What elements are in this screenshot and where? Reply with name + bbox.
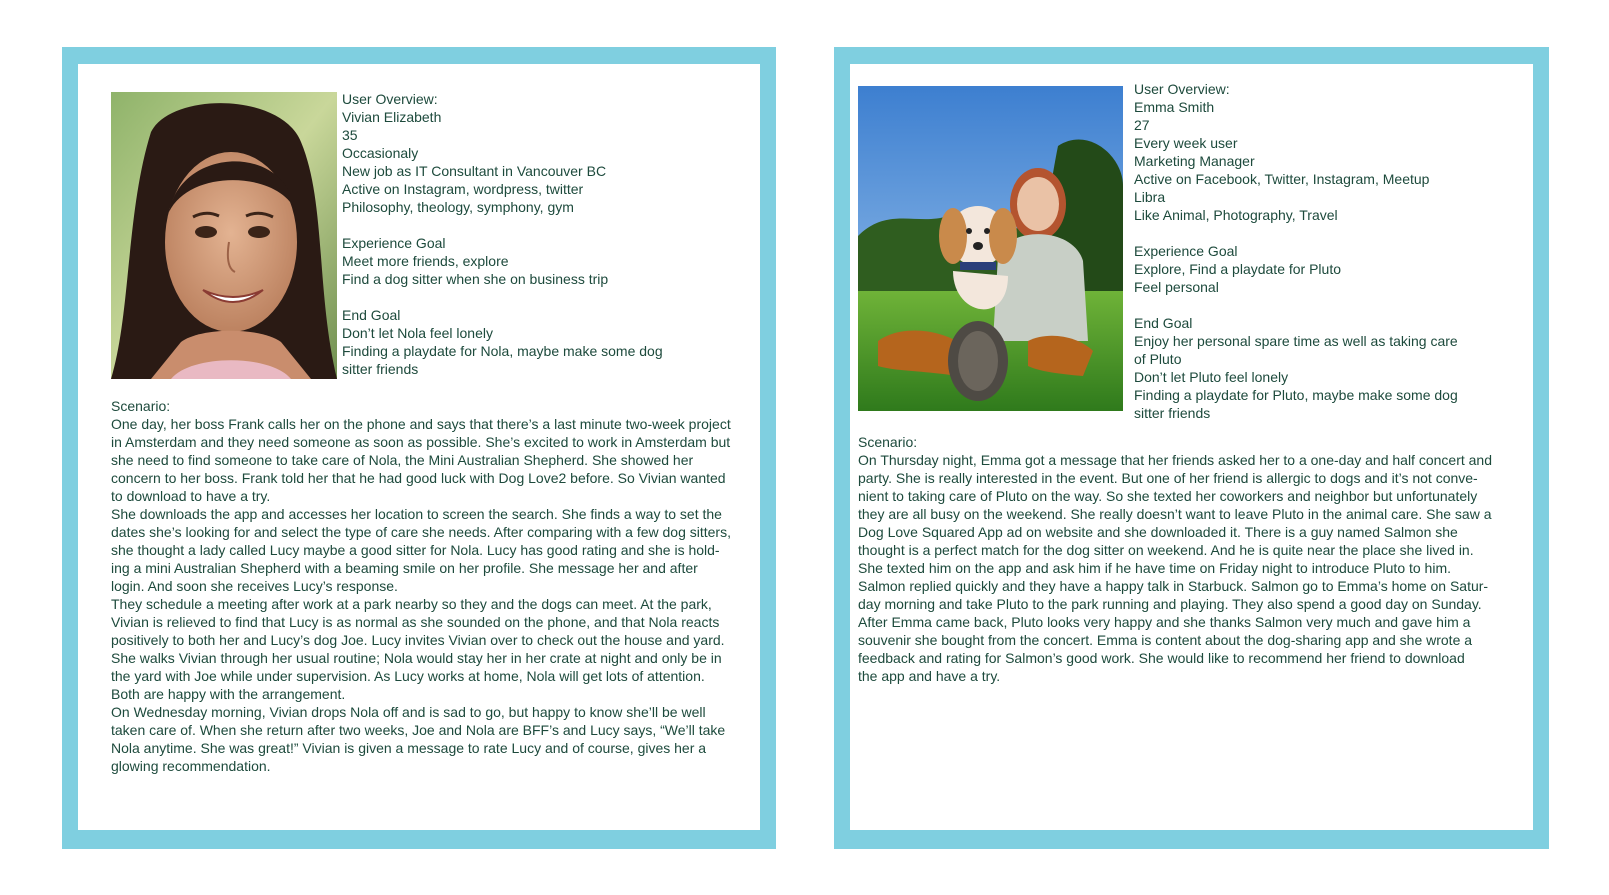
persona-card-body	[78, 64, 760, 830]
scenario-line: ing a mini Australian Shepherd with a beaming smile on her profile. She message her and after	[111, 560, 698, 576]
scenario-line: they are all busy on the weekend. She really doesn’t want to leave Pluto in the animal care. She saw a	[858, 506, 1492, 522]
end-goal-item: Don’t let Nola feel lonely	[342, 325, 493, 341]
overview-frequency: Every week user	[1134, 135, 1238, 151]
scenario-line: feedback and rating for Salmon’s good work. She would like to recommend her friend to download	[858, 650, 1465, 666]
scenario-line: Dog Love Squared App ad on website and she downloaded it. There is a guy named Salmon she	[858, 524, 1458, 540]
overview-interests: Like Animal, Photography, Travel	[1134, 207, 1338, 223]
end-goal-heading: End Goal	[342, 307, 401, 323]
persona-photo-emma	[858, 86, 1123, 411]
scenario-line: Nola anytime. She was great!” Vivian is given a message to rate Lucy and of course, gives her a	[111, 740, 707, 756]
scenario-line: souvenir she bought from the concert. Emma is content about the dog-sharing app and she wrote a	[858, 632, 1473, 648]
experience-goal-heading: Experience Goal	[1134, 243, 1238, 259]
spacer	[1134, 224, 1458, 242]
persona-card-emma	[834, 47, 1549, 849]
end-goal-item: Don’t let Pluto feel lonely	[1134, 369, 1289, 385]
end-goal-item: sitter friends	[1134, 405, 1211, 421]
scenario-line: taken care of. When she return after two weeks, Joe and Nola are BFF’s and Lucy says, “We’ll take	[111, 722, 726, 738]
end-goal-item: Finding a playdate for Pluto, maybe make some dog	[1134, 387, 1458, 403]
scenario-line: positively to both her and Lucy’s dog Joe. Lucy invites Vivian over to check out the house and yard.	[111, 632, 725, 648]
scenario-heading: Scenario:	[111, 398, 171, 414]
end-goal-item: sitter friends	[342, 361, 419, 377]
overview-age: 27	[1134, 117, 1150, 133]
scenario-line: Both are happy with the arrangement.	[111, 686, 346, 702]
overview-social: Active on Facebook, Twitter, Instagram, Meetup	[1134, 171, 1430, 187]
persona-card-vivian	[62, 47, 776, 849]
persona-card-body	[850, 64, 1533, 830]
end-goal-heading: End Goal	[1134, 315, 1193, 331]
overview-title: User Overview:	[342, 91, 438, 107]
scenario-line: On Wednesday morning, Vivian drops Nola off and is sad to go, but happy to know she’ll be well	[111, 704, 706, 720]
overview-frequency: Occasionaly	[342, 145, 419, 161]
scenario-line: dates she’s looking for and select the type of care she needs. After comparing with a few dog sitters,	[111, 524, 731, 540]
experience-goal-item: Explore, Find a playdate for Pluto	[1134, 261, 1342, 277]
spacer	[1134, 296, 1458, 314]
scenario-line: to download to have a try.	[111, 488, 271, 504]
overview-sign: Libra	[1134, 189, 1166, 205]
overview-name: Emma Smith	[1134, 99, 1215, 115]
end-goal-item: Enjoy her personal spare time as well as taking care	[1134, 333, 1458, 349]
experience-goal-item: Meet more friends, explore	[342, 253, 509, 269]
scenario-line: Salmon replied quickly and they have a happy talk in Starbuck. Salmon go to Emma’s home on Satur-	[858, 578, 1489, 594]
scenario-heading: Scenario:	[858, 434, 918, 450]
overview-title: User Overview:	[1134, 81, 1230, 97]
spacer	[342, 288, 663, 306]
scenario-line: she need to find someone to take care of Nola, the Mini Australian Shepherd. She showed her	[111, 452, 694, 468]
scenario-line: After Emma came back, Pluto looks very happy and she thanks Salmon very much and gave him a	[858, 614, 1471, 630]
end-goal-item: of Pluto	[1134, 351, 1182, 367]
overview-name: Vivian Elizabeth	[342, 109, 442, 125]
scenario-line: concern to her boss. Frank told her that he had good luck with Dog Love2 before. So Vivian wanted	[111, 470, 726, 486]
experience-goal-heading: Experience Goal	[342, 235, 446, 251]
scenario-line: She downloads the app and accesses her location to screen the search. She finds a way to set the	[111, 506, 722, 522]
scenario-line: the yard with Joe while under supervision. As Lucy works at home, Nola will get lots of attention.	[111, 668, 705, 684]
user-overview-emma	[1134, 80, 1458, 422]
scenario-emma	[858, 433, 1492, 685]
overview-occupation: New job as IT Consultant in Vancouver BC	[342, 163, 607, 179]
scenario-line: They schedule a meeting after work at a park nearby so they and the dogs can meet. At the park,	[111, 596, 712, 612]
persona-photo-vivian	[111, 92, 337, 379]
scenario-vivian	[111, 397, 731, 775]
scenario-line: One day, her boss Frank calls her on the phone and says that there’s a last minute two-week project	[111, 416, 731, 432]
user-overview-vivian	[342, 90, 663, 378]
scenario-line: thought is a perfect match for the dog sitter on weekend. And he is quite near the place she lived in.	[858, 542, 1474, 558]
scenario-line: login. And soon she receives Lucy’s response.	[111, 578, 398, 594]
scenario-line: the app and have a try.	[858, 668, 1001, 684]
scenario-line: On Thursday night, Emma got a message that her friends asked her to a one-day and half concert and	[858, 452, 1492, 468]
scenario-line: day morning and take Pluto to the park running and playing. They also spend a good day on Sunday.	[858, 596, 1482, 612]
scenario-line: glowing recommendation.	[111, 758, 271, 774]
overview-age: 35	[342, 127, 358, 143]
scenario-line: party. She is really interested in the event. But one of her friend is allergic to dogs and it’s not conve-	[858, 470, 1478, 486]
experience-goal-item: Feel personal	[1134, 279, 1219, 295]
scenario-line: in Amsterdam and they need someone as soon as possible. She’s excited to work in Amsterdam but	[111, 434, 731, 450]
spacer	[342, 216, 663, 234]
experience-goal-item: Find a dog sitter when she on business trip	[342, 271, 609, 287]
scenario-line: She texted him on the app and ask him if he have time on Friday night to introduce Pluto to him.	[858, 560, 1452, 576]
overview-occupation: Marketing Manager	[1134, 153, 1255, 169]
scenario-line: nient to taking care of Pluto on the way. So she texted her coworkers and neighbor but unfortunately	[858, 488, 1478, 504]
scenario-line: she thought a lady called Lucy maybe a good sitter for Nola. Lucy has good rating and she is hold-	[111, 542, 720, 558]
vivian-portrait-image	[111, 92, 337, 379]
emma-with-dog-image	[858, 86, 1123, 411]
scenario-line: Vivian is relieved to find that Lucy is as normal as she sounded on the phone, and that Nola reacts	[111, 614, 720, 630]
overview-interests: Philosophy, theology, symphony, gym	[342, 199, 574, 215]
end-goal-item: Finding a playdate for Nola, maybe make some dog	[342, 343, 663, 359]
overview-social: Active on Instagram, wordpress, twitter	[342, 181, 584, 197]
scenario-line: She walks Vivian through her usual routine; Nola would stay her in her crate at night and only be in	[111, 650, 722, 666]
